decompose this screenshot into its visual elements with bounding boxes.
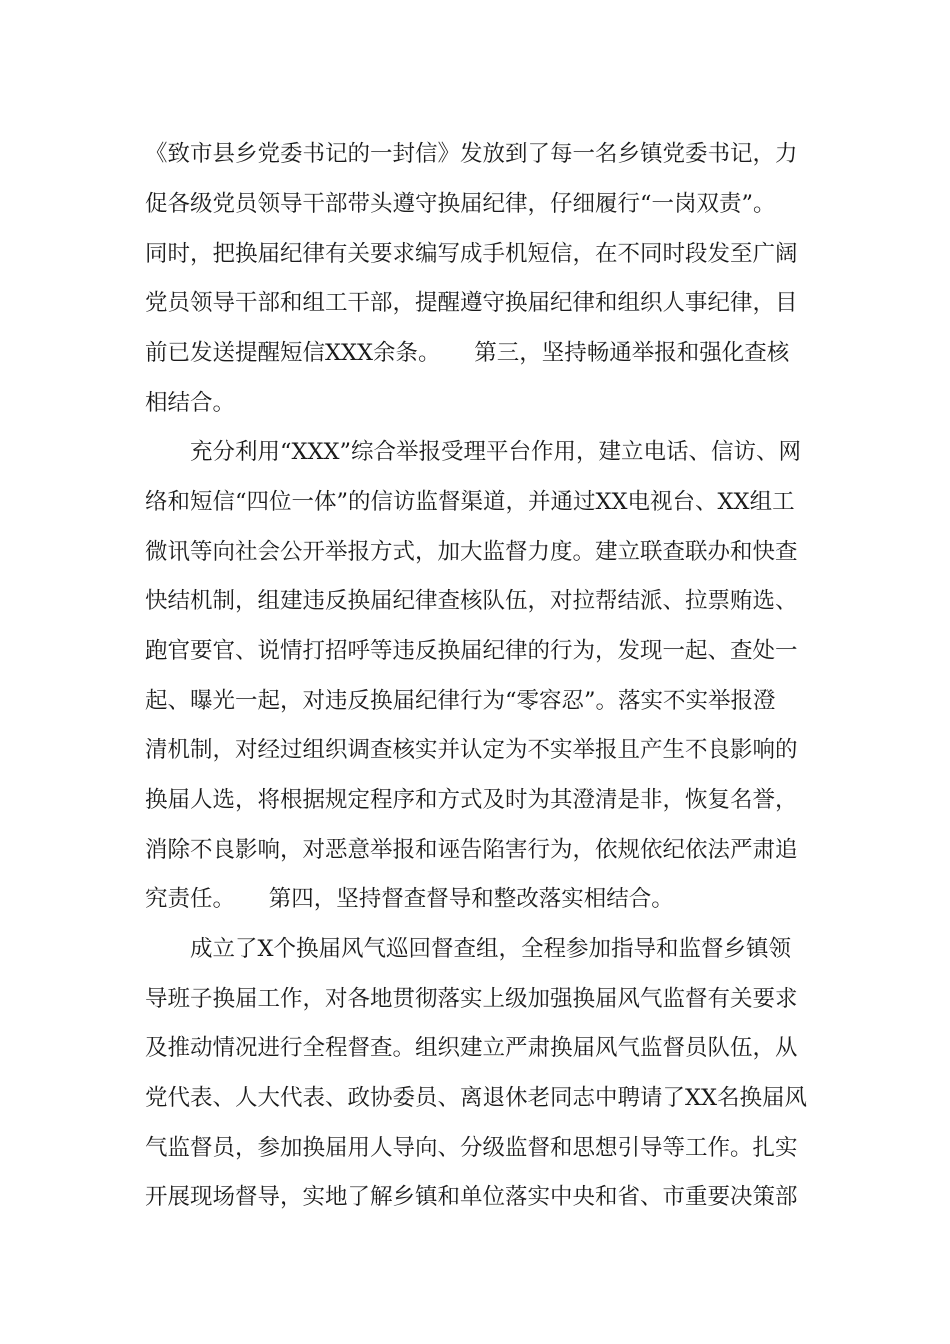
text-line: 导班子换届工作，对各地贯彻落实上级加强换届风气监督有关要求 — [145, 986, 798, 1012]
text-line: 微讯等向社会公开举报方式，加大监督力度。建立联查联办和快查 — [145, 539, 798, 565]
text-line: 开展现场督导，实地了解乡镇和单位落实中央和省、市重要决策部 — [145, 1184, 798, 1210]
text-line: 《致市县乡党委书记的一封信》发放到了每一名乡镇党委书记，力 — [145, 141, 798, 167]
text-line: 党员领导干部和组工干部，提醒遵守换届纪律和组织人事纪律，目 — [145, 290, 798, 316]
text-line: 前已发送提醒短信XXX余条。 第三，坚持畅通举报和强化查核 — [145, 340, 790, 366]
text-line: 快结机制，组建违反换届纪律查核队伍，对拉帮结派、拉票贿选、 — [145, 588, 798, 614]
text-line: 究责任。 第四，坚持督查督导和整改落实相结合。 — [145, 886, 674, 912]
text-line: 党代表、人大代表、政协委员、离退休老同志中聘请了XX名换届风 — [145, 1085, 808, 1111]
text-line: 跑官要官、说情打招呼等违反换届纪律的行为，发现一起、查处一 — [145, 638, 798, 664]
text-line: 络和短信“四位一体”的信访监督渠道，并通过XX电视台、XX组工 — [145, 489, 795, 515]
text-line: 促各级党员领导干部带头遵守换届纪律，仔细履行“一岗双责”。 — [145, 191, 776, 217]
text-line: 起、曝光一起，对违反换届纪律行为“零容忍”。落实不实举报澄 — [145, 688, 776, 714]
text-line: 气监督员，参加换届用人导向、分级监督和思想引导等工作。扎实 — [145, 1135, 798, 1161]
text-line: 同时，把换届纪律有关要求编写成手机短信，在不同时段发至广阔 — [145, 241, 798, 267]
text-line: 及推动情况进行全程督查。组织建立严肃换届风气监督员队伍，从 — [145, 1035, 798, 1061]
paragraph-first-line: 成立了X个换届风气巡回督查组，全程参加指导和监督乡镇领 — [190, 936, 792, 962]
paragraph-first-line: 充分利用“XXX”综合举报受理平台作用，建立电话、信访、网 — [190, 439, 802, 465]
text-line: 相结合。 — [145, 390, 236, 416]
text-line: 消除不良影响，对恶意举报和诬告陷害行为，依规依纪依法严肃追 — [145, 837, 798, 863]
text-line: 清机制，对经过组织调查核实并认定为不实举报且产生不良影响的 — [145, 737, 798, 763]
text-line: 换届人选，将根据规定程序和方式及时为其澄清是非，恢复名誉， — [145, 787, 798, 813]
